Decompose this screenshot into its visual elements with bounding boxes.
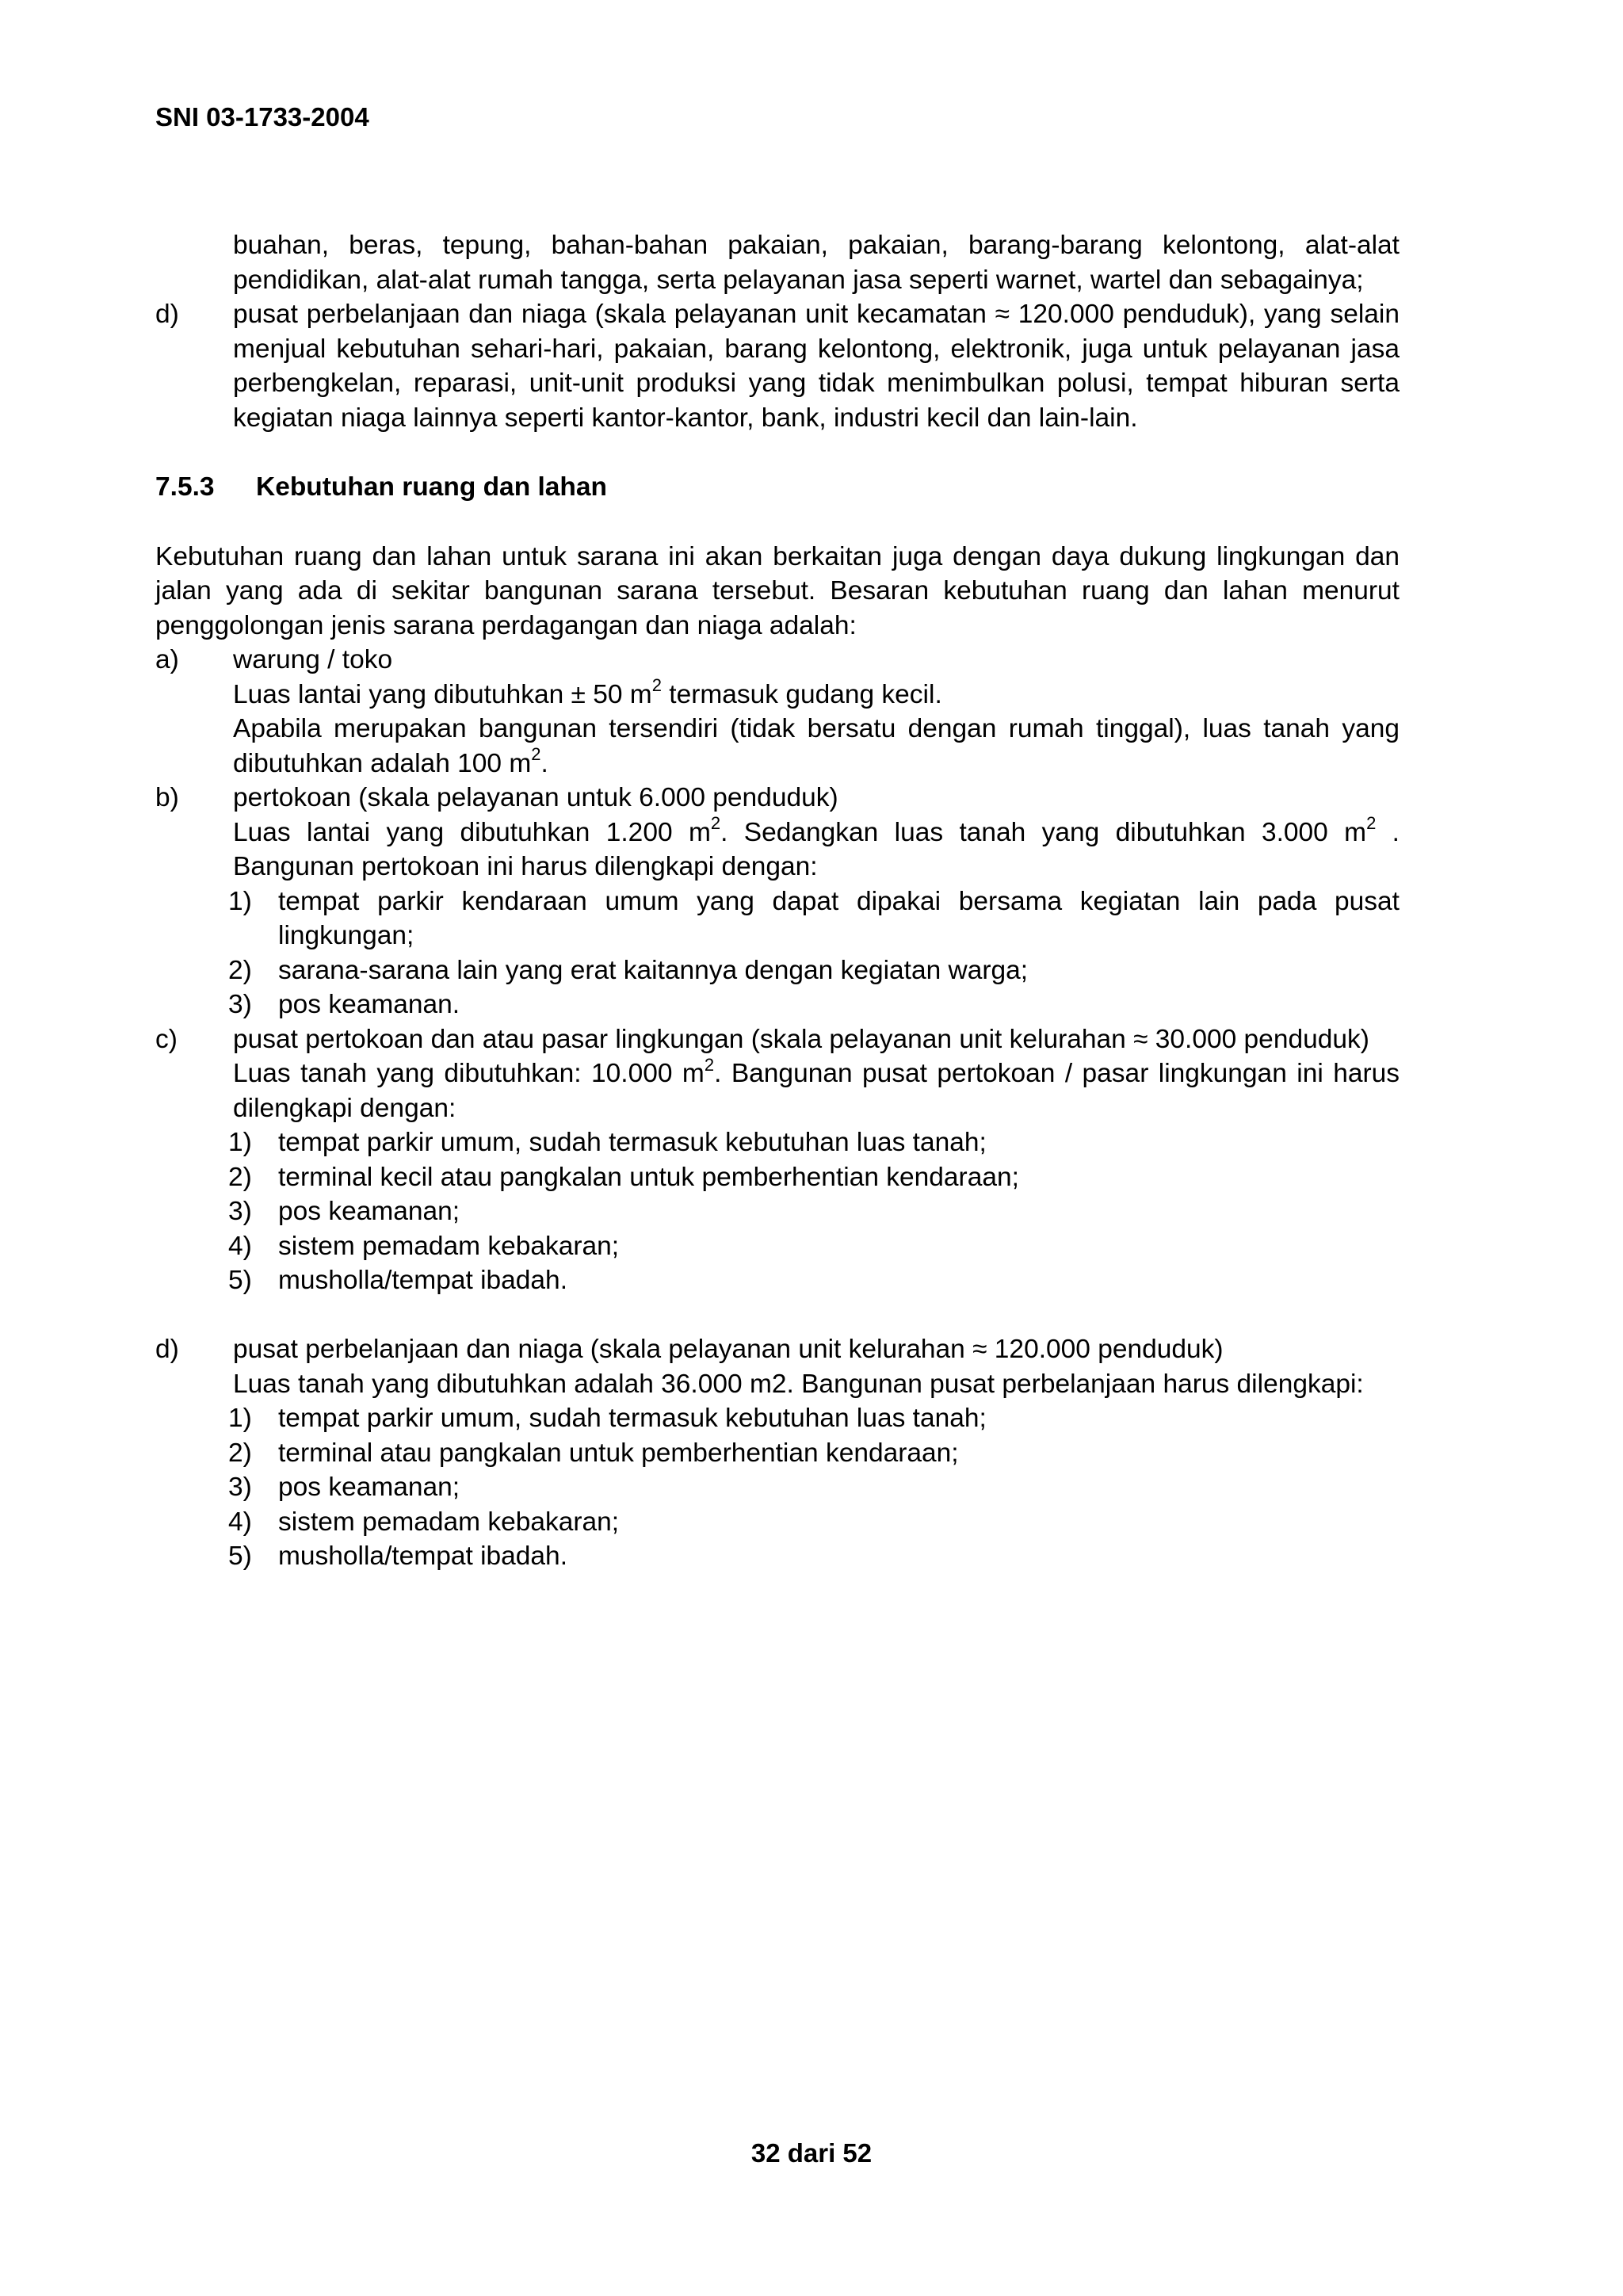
list-item-detail: Luas lantai yang dibutuhkan ± 50 $m^2$ termasuk gudang kecil. — [233, 675, 942, 709]
list-item-title: warung / toko — [233, 645, 393, 674]
sub-list-item: 3) pos keamanan. — [228, 990, 460, 1019]
sub-list-item: 4) sistem pemadam kebakaran; — [228, 1231, 620, 1261]
list-item-a — [155, 643, 1400, 781]
sub-list-item: 1) tempat parkir umum, sudah termasuk kebutuhan luas tanah; — [228, 1128, 987, 1157]
list-marker: c) — [155, 1024, 178, 1054]
list-item-title: pertokoan (skala pelayanan untuk 6.000 penduduk) — [233, 783, 838, 812]
document-header-id: SNI 03-1733-2004 — [155, 102, 369, 132]
sub-list-item: 3) pos keamanan; — [228, 1197, 460, 1226]
sub-list-item: 3) pos keamanan; — [228, 1473, 460, 1502]
list-marker: d) — [155, 1335, 179, 1364]
sub-list-item: 2) sarana-sarana lain yang erat kaitannya dengan kegiatan warga; — [228, 955, 1029, 985]
continuation-paragraph: buahan, beras, tepung, bahan-bahan pakaian, pakaian, barang-barang kelontong, alat-alat pendidikan, alat-alat rumah tangga, serta pelayanan jasa seperti warnet, wartel dan sebagainya; — [233, 231, 1400, 295]
sub-list-item: 1) tempat parkir umum, sudah termasuk kebutuhan luas tanah; — [228, 1404, 987, 1433]
section-intro-paragraph: Kebutuhan ruang dan lahan untuk sarana ini akan berkaitan juga dengan daya dukung lingkungan dan jalan yang ada di sekitar bangunan sarana tersebut. Besaran kebutuhan ruang dan lahan menurut penggolongan jenis sarana perdagangan dan niaga adalah: — [155, 541, 1400, 640]
section-number: 7.5.3 — [155, 472, 215, 502]
list-item-detail: Luas tanah yang dibutuhkan: 10.000 $m^2$. Bangunan pusat pertokoan / pasar lingkungan ini harus dilengkapi dengan: — [233, 1054, 1400, 1123]
list-item-title: pusat perbelanjaan dan niaga (skala pelayanan unit kelurahan ≈ 120.000 penduduk) — [233, 1335, 1224, 1364]
sub-list-item: 2) terminal atau pangkalan untuk pemberhentian kendaraan; — [228, 1438, 959, 1468]
sub-list-item: 5) musholla/tempat ibadah. — [228, 1266, 567, 1295]
list-item-c — [155, 1022, 1400, 1126]
list-item-text: pusat perbelanjaan dan niaga (skala pelayanan unit kecamatan ≈ 120.000 penduduk), yang selain menjual kebutuhan sehari-hari, pakaian, barang kelontong, elektronik, juga untuk pelayanan jasa perbengkelan, reparasi, unit-unit produksi yang tidak menimbulkan polusi, tempat hiburan serta kegiatan niaga lainnya seperti kantor-kantor, bank, industri kecil dan lain-lain. — [233, 300, 1400, 433]
sub-list-item: 2) terminal kecil atau pangkalan untuk pemberhentian kendaraan; — [228, 1162, 1019, 1192]
list-item-d — [155, 1332, 1400, 1401]
list-item-detail: Apabila merupakan bangunan tersendiri (tidak bersatu dengan rumah tinggal), luas tanah yang dibutuhkan adalah 100 $m^2$. — [233, 714, 1400, 778]
list-item-b — [155, 781, 1400, 884]
list-item-detail: Luas tanah yang dibutuhkan adalah 36.000 m2. Bangunan pusat perbelanjaan harus dilengkapi: — [233, 1369, 1364, 1399]
list-item-detail: Luas lantai yang dibutuhkan 1.200 $m^2$. Sedangkan luas tanah yang dibutuhkan 3.000 $m^2$ . Bangunan pertokoan ini harus dilengkapi dengan: — [233, 813, 1400, 881]
sub-list-item: 4) sistem pemadam kebakaran; — [228, 1507, 620, 1537]
list-marker: b) — [155, 783, 179, 812]
list-marker: d) — [155, 300, 179, 329]
section-title: Kebutuhan ruang dan lahan — [256, 472, 607, 502]
list-item-d-top — [155, 297, 1400, 435]
sub-list-item: 5) musholla/tempat ibadah. — [228, 1541, 567, 1571]
page-body — [155, 228, 1400, 1574]
sub-list-item: 1) tempat parkir kendaraan umum yang dapat dipakai bersama kegiatan lain pada pusat lingkungan; — [228, 886, 1400, 950]
list-item-title: pusat pertokoan dan atau pasar lingkungan (skala pelayanan unit kelurahan ≈ 30.000 penduduk) — [233, 1024, 1369, 1054]
section-heading — [155, 470, 1400, 505]
page-number: 32 dari 52 — [750, 2138, 873, 2168]
list-marker: a) — [155, 645, 179, 674]
